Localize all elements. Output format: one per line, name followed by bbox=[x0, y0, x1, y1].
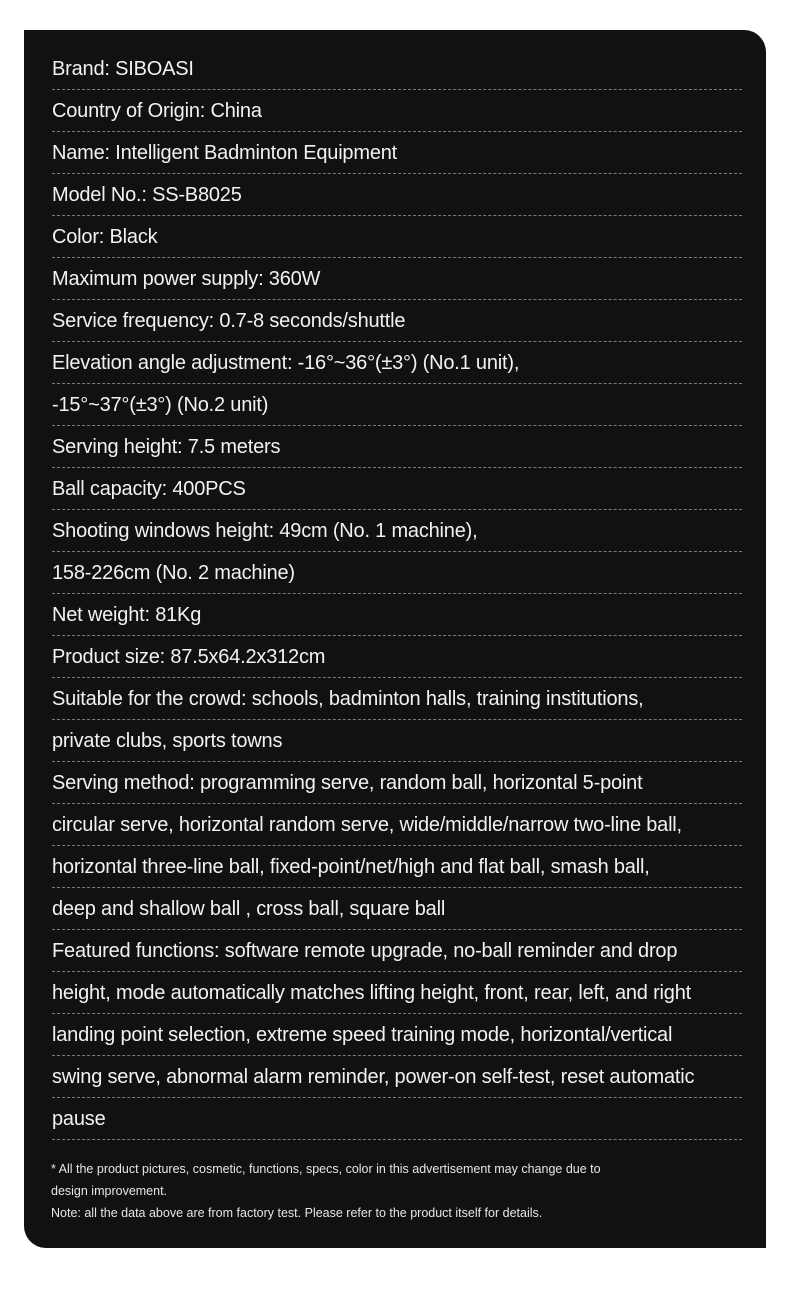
spec-line: height, mode automatically matches lifting height, front, rear, left, and right bbox=[52, 972, 742, 1014]
spec-line: Shooting windows height: 49cm (No. 1 machine), bbox=[52, 510, 742, 552]
spec-line: -15°~37°(±3°) (No.2 unit) bbox=[52, 384, 742, 426]
footnotes bbox=[51, 1158, 741, 1224]
spec-line: Product size: 87.5x64.2x312cm bbox=[52, 636, 742, 678]
spec-line: circular serve, horizontal random serve, wide/middle/narrow two-line ball, bbox=[52, 804, 742, 846]
spec-line: Elevation angle adjustment: -16°~36°(±3°) (No.1 unit), bbox=[52, 342, 742, 384]
spec-line: Suitable for the crowd: schools, badminton halls, training institutions, bbox=[52, 678, 742, 720]
factory-test-note: Note: all the data above are from factory test. Please refer to the product itself for details. bbox=[51, 1206, 543, 1220]
spec-line: deep and shallow ball , cross ball, square ball bbox=[52, 888, 742, 930]
spec-line: swing serve, abnormal alarm reminder, power-on self-test, reset automatic bbox=[52, 1056, 742, 1098]
spec-line: Serving height: 7.5 meters bbox=[52, 426, 742, 468]
spec-line: 158-226cm (No. 2 machine) bbox=[52, 552, 742, 594]
spec-line: Name: Intelligent Badminton Equipment bbox=[52, 132, 742, 174]
disclaimer-line: * All the product pictures, cosmetic, functions, specs, color in this advertisement may change due to bbox=[51, 1162, 601, 1176]
spec-line: Net weight: 81Kg bbox=[52, 594, 742, 636]
spec-line: pause bbox=[52, 1098, 742, 1140]
spec-line: Serving method: programming serve, random ball, horizontal 5-point bbox=[52, 762, 742, 804]
spec-line: Maximum power supply: 360W bbox=[52, 258, 742, 300]
spec-line: Featured functions: software remote upgrade, no-ball reminder and drop bbox=[52, 930, 742, 972]
spec-line: private clubs, sports towns bbox=[52, 720, 742, 762]
spec-line: horizontal three-line ball, fixed-point/net/high and flat ball, smash ball, bbox=[52, 846, 742, 888]
disclaimer-line: design improvement. bbox=[51, 1184, 168, 1198]
spec-line: Brand: SIBOASI bbox=[52, 48, 742, 90]
spec-line: Model No.: SS-B8025 bbox=[52, 174, 742, 216]
spec-line: Ball capacity: 400PCS bbox=[52, 468, 742, 510]
spec-line: Country of Origin: China bbox=[52, 90, 742, 132]
spec-line: landing point selection, extreme speed training mode, horizontal/vertical bbox=[52, 1014, 742, 1056]
spec-list bbox=[52, 48, 742, 1140]
spec-line: Service frequency: 0.7-8 seconds/shuttle bbox=[52, 300, 742, 342]
spec-panel bbox=[24, 30, 766, 1248]
spec-line: Color: Black bbox=[52, 216, 742, 258]
